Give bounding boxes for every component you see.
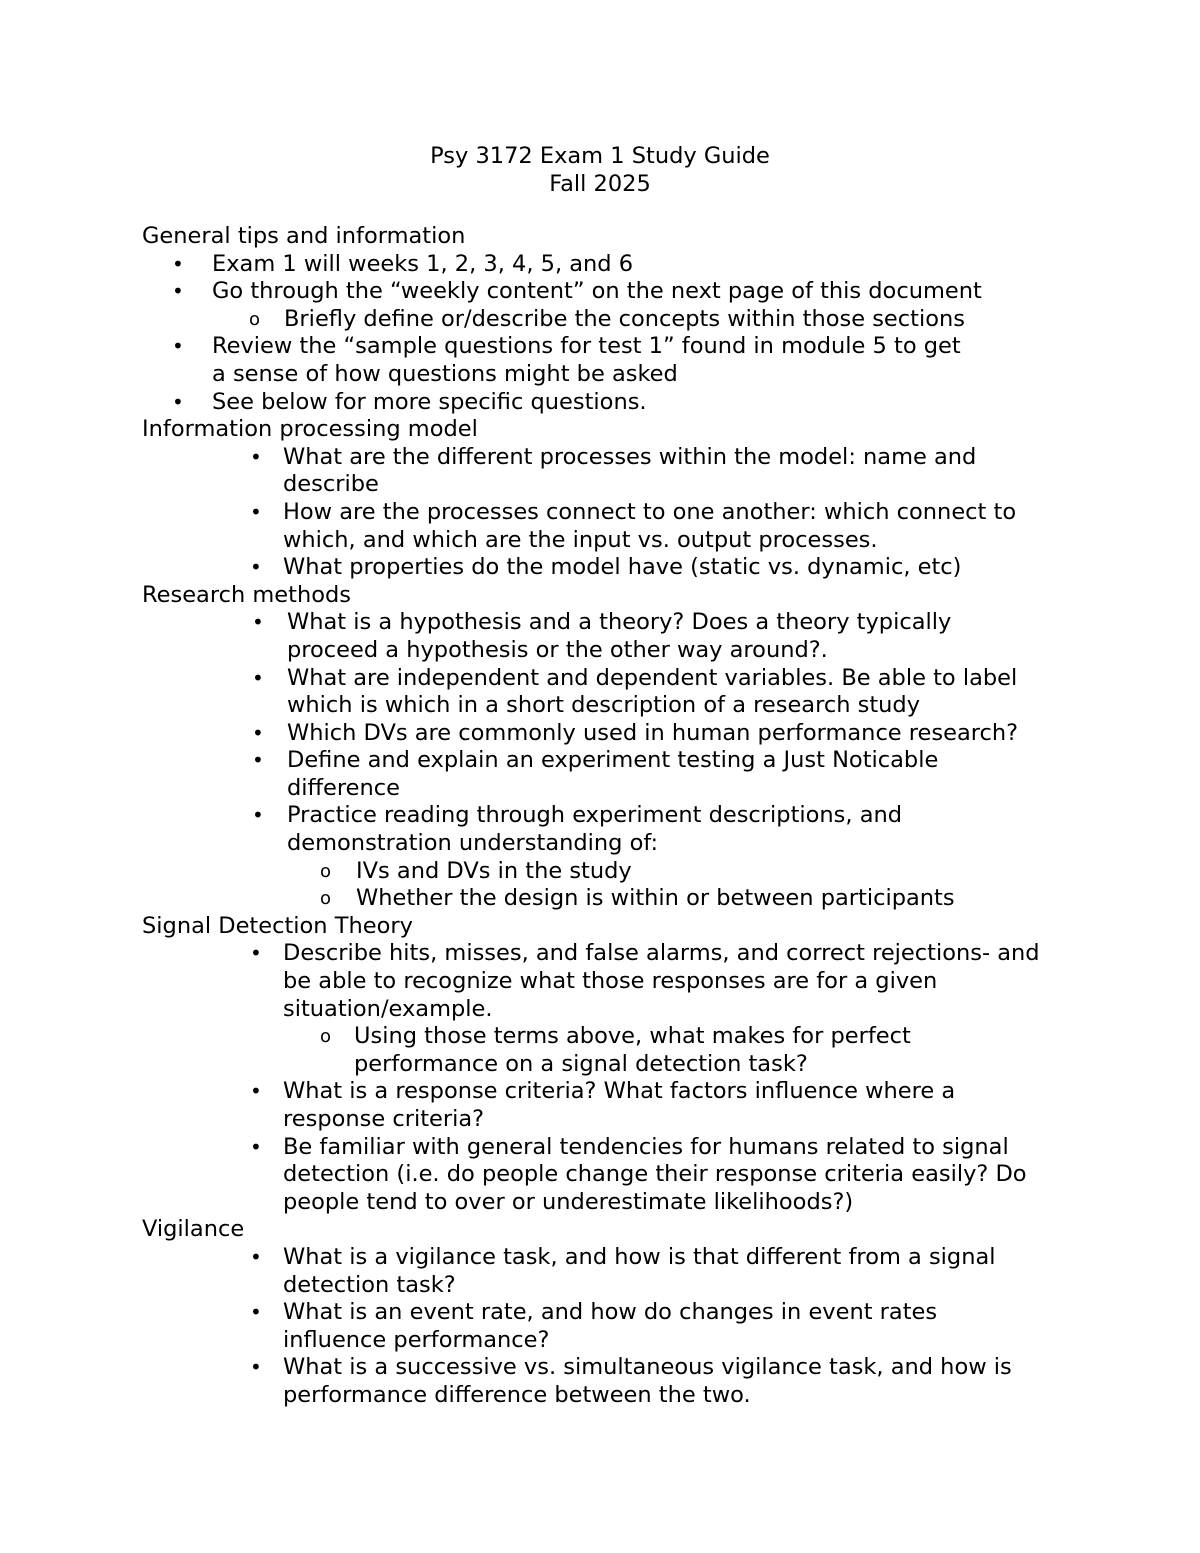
bullet-icon: • <box>252 748 264 773</box>
bullet-icon: • <box>252 610 264 635</box>
list-item: • What are independent and dependent variables. Be able to label which is which in a short description of a research study <box>252 664 1018 719</box>
list-item: • What is a hypothesis and a theory? Does a theory typically proceed a hypothesis or the other way around?. <box>252 609 952 663</box>
section-heading-signal-detection: Signal Detection Theory <box>142 912 413 939</box>
title-block <box>0 142 1200 198</box>
bullet-icon: • <box>250 555 262 580</box>
list-item: • What is a successive vs. simultaneous vigilance task, and how is performance difference between the two. <box>250 1354 1012 1408</box>
list-item: • How are the processes connect to one another: which connect to which, and which are the input vs. output processes. <box>250 498 1017 553</box>
list-item: • What properties do the model have (static vs. dynamic, etc) <box>250 554 962 581</box>
sub-bullet-icon: o <box>320 1026 332 1048</box>
bullet-icon: • <box>250 499 262 524</box>
list-item: • Define and explain an experiment testing a Just Noticable difference <box>252 747 939 801</box>
sub-bullet-icon: o <box>249 308 261 330</box>
list-item: • Go through the “weekly content” on the next page of this document <box>172 278 982 305</box>
list-item: • What are the different processes within the model: name and describe <box>250 443 977 498</box>
research-methods-list <box>142 609 1082 913</box>
general-list <box>142 251 1082 417</box>
sub-bullet-icon: o <box>320 860 332 882</box>
list-item: • See below for more specific questions. <box>172 388 647 415</box>
list-item: o Whether the design is within or between participants <box>320 885 955 912</box>
bullet-icon: • <box>250 1355 262 1380</box>
document-title: Psy 3172 Exam 1 Study Guide <box>430 143 770 169</box>
list-item: • What is a response criteria? What factors influence where a response criteria? <box>250 1078 956 1132</box>
list-item: • Review the “sample questions for test 1” found in module 5 to get a sense of how questions might be asked <box>172 333 961 387</box>
bullet-icon: • <box>250 1244 262 1269</box>
bullet-icon: • <box>172 251 184 276</box>
list-item: • Which DVs are commonly used in human performance research? <box>252 719 1019 746</box>
bullet-icon: • <box>250 941 262 966</box>
signal-detection-list <box>142 940 1082 1216</box>
list-item: • What is a vigilance task, and how is that different from a signal detection task? <box>250 1243 996 1298</box>
list-item: • Practice reading through experiment descriptions, and demonstration understanding of: <box>252 802 903 857</box>
list-item: o Using those terms above, what makes for perfect performance on a signal detection task? <box>320 1023 911 1077</box>
list-item: • Be familiar with general tendencies for humans related to signal detection (i.e. do people change their response criteria easily? Do people tend to over or underestimate likelihoods?) <box>250 1133 1027 1215</box>
bullet-icon: • <box>250 444 262 469</box>
bullet-icon: • <box>172 279 184 304</box>
document-body <box>142 223 1082 1410</box>
bullet-icon: • <box>172 334 184 359</box>
bullet-icon: • <box>250 1300 262 1325</box>
section-heading-general: General tips and information <box>142 223 466 249</box>
list-item: • What is an event rate, and how do changes in event rates influence performance? <box>250 1299 938 1353</box>
list-item: o IVs and DVs in the study <box>320 857 632 884</box>
section-heading-info-processing: Information processing model <box>142 416 478 443</box>
bullet-icon: • <box>250 1079 262 1104</box>
bullet-icon: • <box>172 389 184 414</box>
sub-bullet-icon: o <box>320 888 332 910</box>
bullet-icon: • <box>250 1134 262 1159</box>
bullet-icon: • <box>252 803 264 828</box>
list-item: • Describe hits, misses, and false alarms, and correct rejections- and be able to recognize what those responses are for a given situation/example. <box>250 940 1040 1022</box>
section-heading-vigilance: Vigilance <box>142 1216 245 1243</box>
info-processing-list <box>142 444 1082 582</box>
list-item: • Exam 1 will weeks 1, 2, 3, 4, 5, and 6 <box>172 250 634 277</box>
document-subtitle: Fall 2025 <box>549 171 651 197</box>
section-heading-research-methods: Research methods <box>142 581 351 608</box>
bullet-icon: • <box>252 665 264 690</box>
bullet-icon: • <box>252 720 264 745</box>
vigilance-list <box>142 1244 1082 1410</box>
list-item: o Briefly define or/describe the concepts within those sections <box>249 305 965 332</box>
